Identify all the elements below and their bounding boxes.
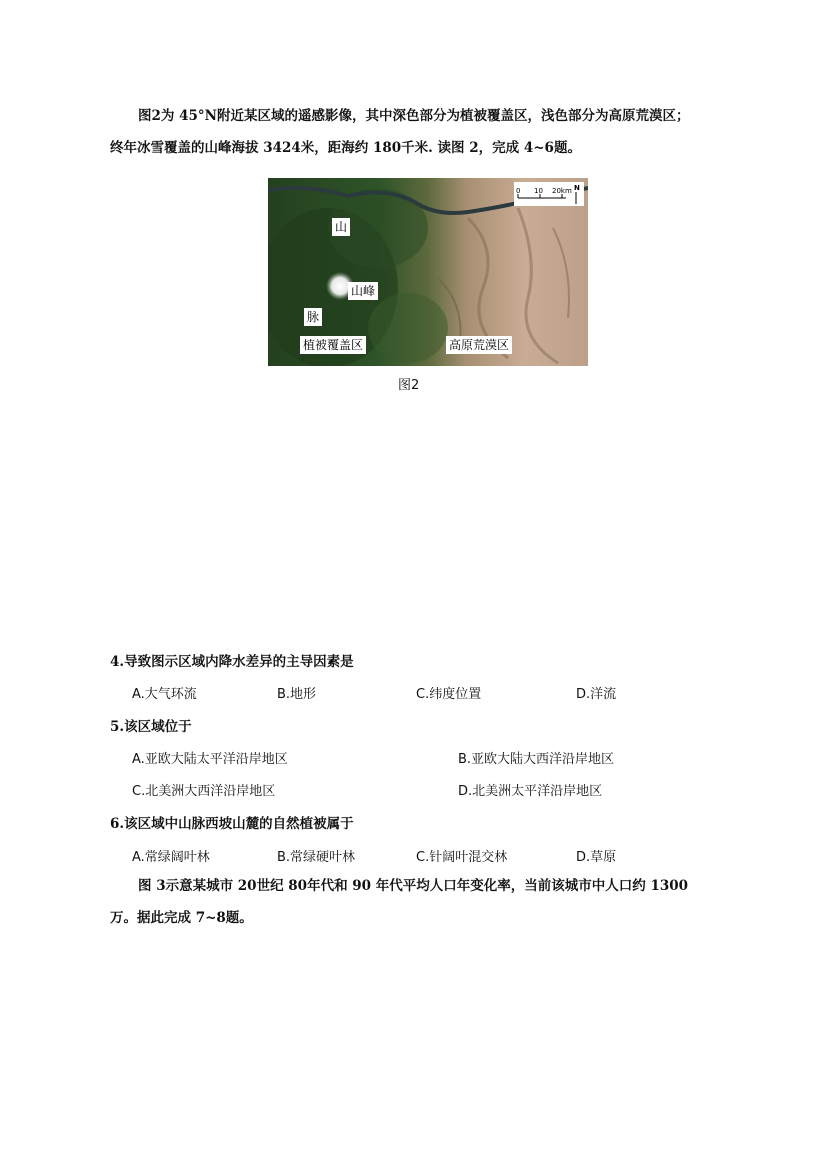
question-5-option-b: B.亚欧大陆大西洋沿岸地区: [458, 752, 615, 767]
question-6-stem: 6.该区域中山脉西坡山麓的自然植被属于: [110, 816, 354, 832]
question-6-option-c: C.针阔叶混交林: [416, 850, 508, 865]
question-5-option-d: D.北美洲太平洋沿岸地区: [458, 784, 603, 799]
north-label: N: [574, 184, 580, 192]
scale-label-10: 10: [534, 187, 543, 195]
satellite-image: [268, 178, 588, 366]
outro-paragraph: [110, 870, 720, 934]
question-5-stem: 5.该区域位于: [110, 719, 192, 735]
question-5-option-c: C.北美洲大西洋沿岸地区: [132, 784, 276, 799]
outro-line-1: 图 3示意某城市 20世纪 80年代和 90 年代平均人口年变化率，当前该城市中人口约 1300: [138, 878, 689, 894]
figure-caption: 图2: [398, 378, 420, 393]
scale-label-0: 0: [516, 187, 521, 195]
intro-line-2: 终年冰雪覆盖的山峰海拔 3424米，距海约 180千米. 读图 2，完成 4~6题。: [110, 140, 581, 156]
label-peak: 山峰: [348, 282, 378, 300]
label-mai: 脉: [304, 308, 322, 326]
question-4-option-d: D.洋流: [576, 687, 617, 702]
scale-bar: [514, 182, 584, 206]
label-shan: 山: [332, 218, 350, 236]
question-4-option-a: A.大气环流: [132, 687, 197, 702]
outro-line-2: 万。据此完成 7~8题。: [110, 910, 253, 926]
question-4-option-b: B.地形: [277, 687, 317, 702]
scale-label-20: 20km: [552, 187, 572, 195]
question-6-option-b: B.常绿硬叶林: [277, 850, 356, 865]
label-vegetation-area: 植被覆盖区: [300, 336, 366, 354]
question-4-option-c: C.纬度位置: [416, 687, 482, 702]
question-6-option-a: A.常绿阔叶林: [132, 850, 210, 865]
question-5-option-a: A.亚欧大陆太平洋沿岸地区: [132, 752, 288, 767]
intro-paragraph: [110, 100, 720, 164]
question-4-stem: 4.导致图示区域内降水差异的主导因素是: [110, 654, 354, 670]
label-desert-area: 高原荒漠区: [446, 336, 512, 354]
intro-line-1: 图2为 45°N附近某区域的遥感影像，其中深色部分为植被覆盖区，浅色部分为高原荒漠区；: [138, 108, 690, 124]
question-6-option-d: D.草原: [576, 850, 617, 865]
